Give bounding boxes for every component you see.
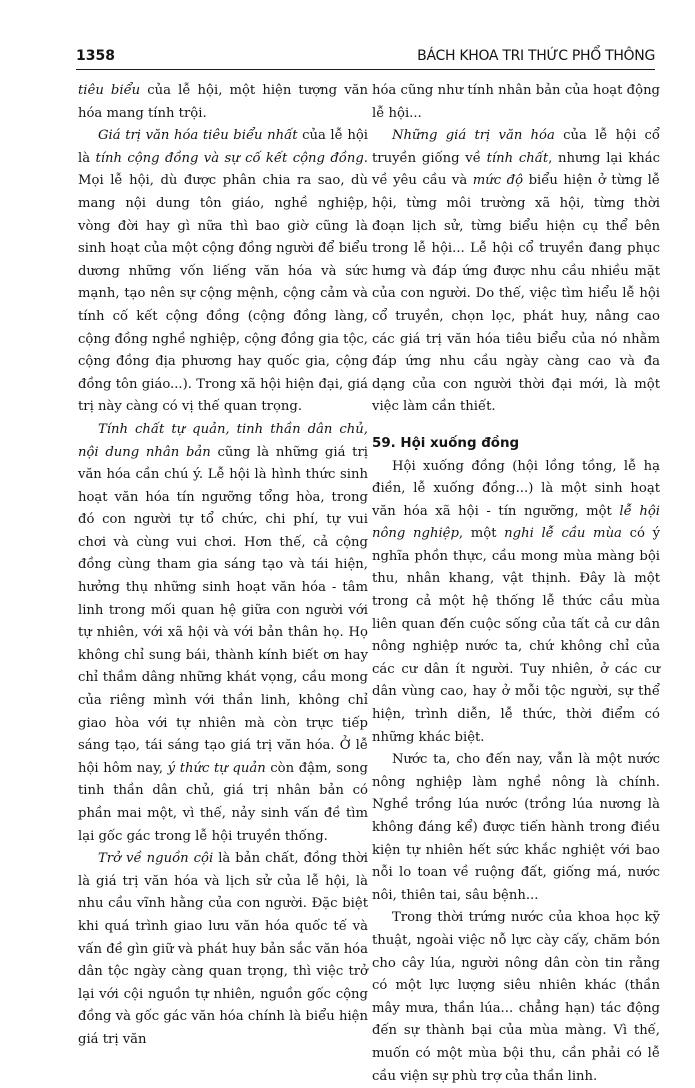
italic-phrase: tiêu biểu — [78, 83, 141, 98]
text-run: của lễ hội, một hiện tượng văn hóa mang tính trội. — [78, 83, 369, 121]
paragraph — [78, 848, 368, 1051]
italic-phrase: tính chất — [486, 150, 549, 166]
text-run: của lễ hội là — [78, 128, 368, 166]
text-run: còn đậm, song tinh thần dân chủ, giá trị nhân bản có phần mai một, vì thế, nảy sinh vấn đề tìm lại gốc gác trong lễ hội truyền thống. — [78, 760, 368, 844]
italic-phrase: ý thức tự quản — [167, 760, 266, 776]
text-run: có ý nghĩa phồn thực, cầu mong mùa màng bội thu, nhân khang, vật thịnh. Đây là một trong cả một hệ thống lễ thức cầu mùa liên quan đến cuộc sống của tất cả cư dân nông nghiệp nước ta, chứ không chỉ của các cư dân ít người. Tuy nhiên, ở các cư dân vùng cao, hay ở mỗi tộc người, sự thể hiện, trình diễn, lễ thức, thời điểm có những khác biệt. — [372, 526, 661, 745]
section-heading: 59. Hội xuống đồng — [372, 435, 520, 451]
paragraph — [372, 456, 660, 750]
text-run: là bản chất, đồng thời là giá trị văn hóa và lịch sử của lễ hội, là nhu cầu vĩnh hằng của con người. Đặc biệt khi quá trình giao lưu văn hóa quốc tế và vấn đề gìn giữ và phát huy bản sắc văn hóa dân tộc ngày càng quan trọng, thì việc trở lại với cội nguồn tự nhiên, nguồn gốc cộng đồng và gốc gác văn hóa chính là biểu hiện giá trị văn — [78, 851, 368, 1047]
italic-phrase: tính cộng đồng và sự cố kết cộng đồng — [95, 150, 364, 166]
text-run: biểu hiện ở từng lễ hội, từng môi trường xã hội, từng thời đoạn lịch sử, từng biểu hiện cụ thể bên trong lễ hội... Lễ hội cổ truyền đang phục hưng và đáp ứng được nhu cầu nhiều mặt của con người. Do thế, việc tìm hiểu lễ hội cổ truyền, chọn lọc, phát huy, nâng cao các giá trị văn hóa tiêu biểu của nó nhằm đáp ứng nhu cầu ngày càng cao và đa dạng của con người thời đại mới, là một việc làm cần thiết. — [372, 173, 660, 415]
text-run: Hội xuống đồng (hội lồng tồng, lễ hạ điền, lễ xuống đồng...) là một sinh hoạt văn hóa xã hội - tín ngưỡng, một — [372, 458, 660, 519]
left-column — [78, 80, 368, 1052]
text-run: , một — [458, 526, 505, 542]
running-header — [76, 40, 655, 70]
paragraph — [78, 419, 368, 848]
italic-phrase: lễ hội nông nghiệp — [372, 503, 660, 542]
running-title: BÁCH KHOA TRI THỨC PHỔ THÔNG — [417, 48, 655, 64]
italic-phrase: Trở về nguồn cội — [98, 851, 214, 867]
paragraph: Trong thời trứng nước của khoa học kỹ thuật, ngoài việc nỗ lực cày cấy, chăm bón cho cây lúa, người nông dân còn tin rằng có một lực lượng siêu nhiên khác (thần mây mưa, thần lúa... chẳng hạn) tác động đến sự thành bại của mùa màng. Vì thế, muốn có một mùa bội thu, cần phải có lễ cầu viện sự phù trợ của thần linh. — [372, 910, 660, 1084]
italic-phrase: Tính chất tự quản, tinh thần dân chủ, nội dung nhân bản — [78, 421, 368, 460]
paragraph: Nước ta, cho đến nay, vẫn là một nước nông nghiệp làm nghề nông là chính. Nghề trồng lúa nước (trồng lúa nương là không đáng kể) được tiến hành trong điều kiện tự nhiên hết sức khắc nghiệt với bao nỗi lo toan về ruộng đất, giống má, nước nôi, thiên tai, sâu bệnh... — [372, 752, 660, 903]
paragraph — [78, 125, 368, 419]
text-run: cũng là những giá trị văn hóa cần chú ý. Lễ hội là hình thức sinh hoạt văn hóa tín ngưỡng tổng hòa, trong đó con người tự tổ chức, chi phí, tự vui chơi và cùng vui chơi. Hơn thế, cả cộng đồng cùng tham gia sáng tạo và tái hiện, hưởng thụ những sinh hoạt văn hóa - tâm linh trong mối quan hệ giữa con người với tự nhiên, với xã hội và với bản thân họ. Họ không chỉ sung bái, thành kính biết ơn hay chỉ thầm dâng những khát vọng, cầu mong của riêng mình với thần linh, không chỉ giao hòa với tự nhiên mà còn trực tiếp sáng tạo, tái sáng tạo giá trị văn hóa. Ở lễ hội hôm nay, — [78, 444, 368, 776]
text-run: , nhưng lại khác về yêu cầu và — [372, 150, 660, 189]
right-column — [372, 80, 660, 1088]
paragraph — [372, 125, 660, 419]
page-number: 1358 — [76, 48, 115, 64]
text-run: . Mọi lễ hội, dù được phân chia ra sao, dù mang nội dung tôn giáo, nghề nghiệp, vòng đời hay gì nữa thì bao giờ cũng là sinh hoạt của một cộng đồng người để biểu dương những vốn liếng văn hóa và sức mạnh, tạo nên sự cộng mệnh, cộng cảm và tính cố kết cộng đồng (cộng đồng làng, cộng đồng nghề nghiệp, cộng đồng gia tộc, cộng đồng địa phương hay quốc gia, cộng đồng tôn giáo...). Trong xã hội hiện đại, giá trị này càng có vị thế quan trọng. — [78, 150, 368, 415]
paragraph — [78, 80, 368, 125]
italic-phrase: Những giá trị văn hóa — [392, 128, 555, 144]
text-run: của lễ hội cổ truyền giống về — [372, 128, 660, 166]
italic-phrase: nghi lễ cầu mùa — [504, 526, 622, 542]
italic-phrase: mức độ — [472, 173, 524, 189]
italic-phrase: Giá trị văn hóa tiêu biểu nhất — [98, 128, 298, 144]
paragraph: hóa cũng như tính nhân bản của hoạt động lễ hội... — [372, 83, 660, 121]
